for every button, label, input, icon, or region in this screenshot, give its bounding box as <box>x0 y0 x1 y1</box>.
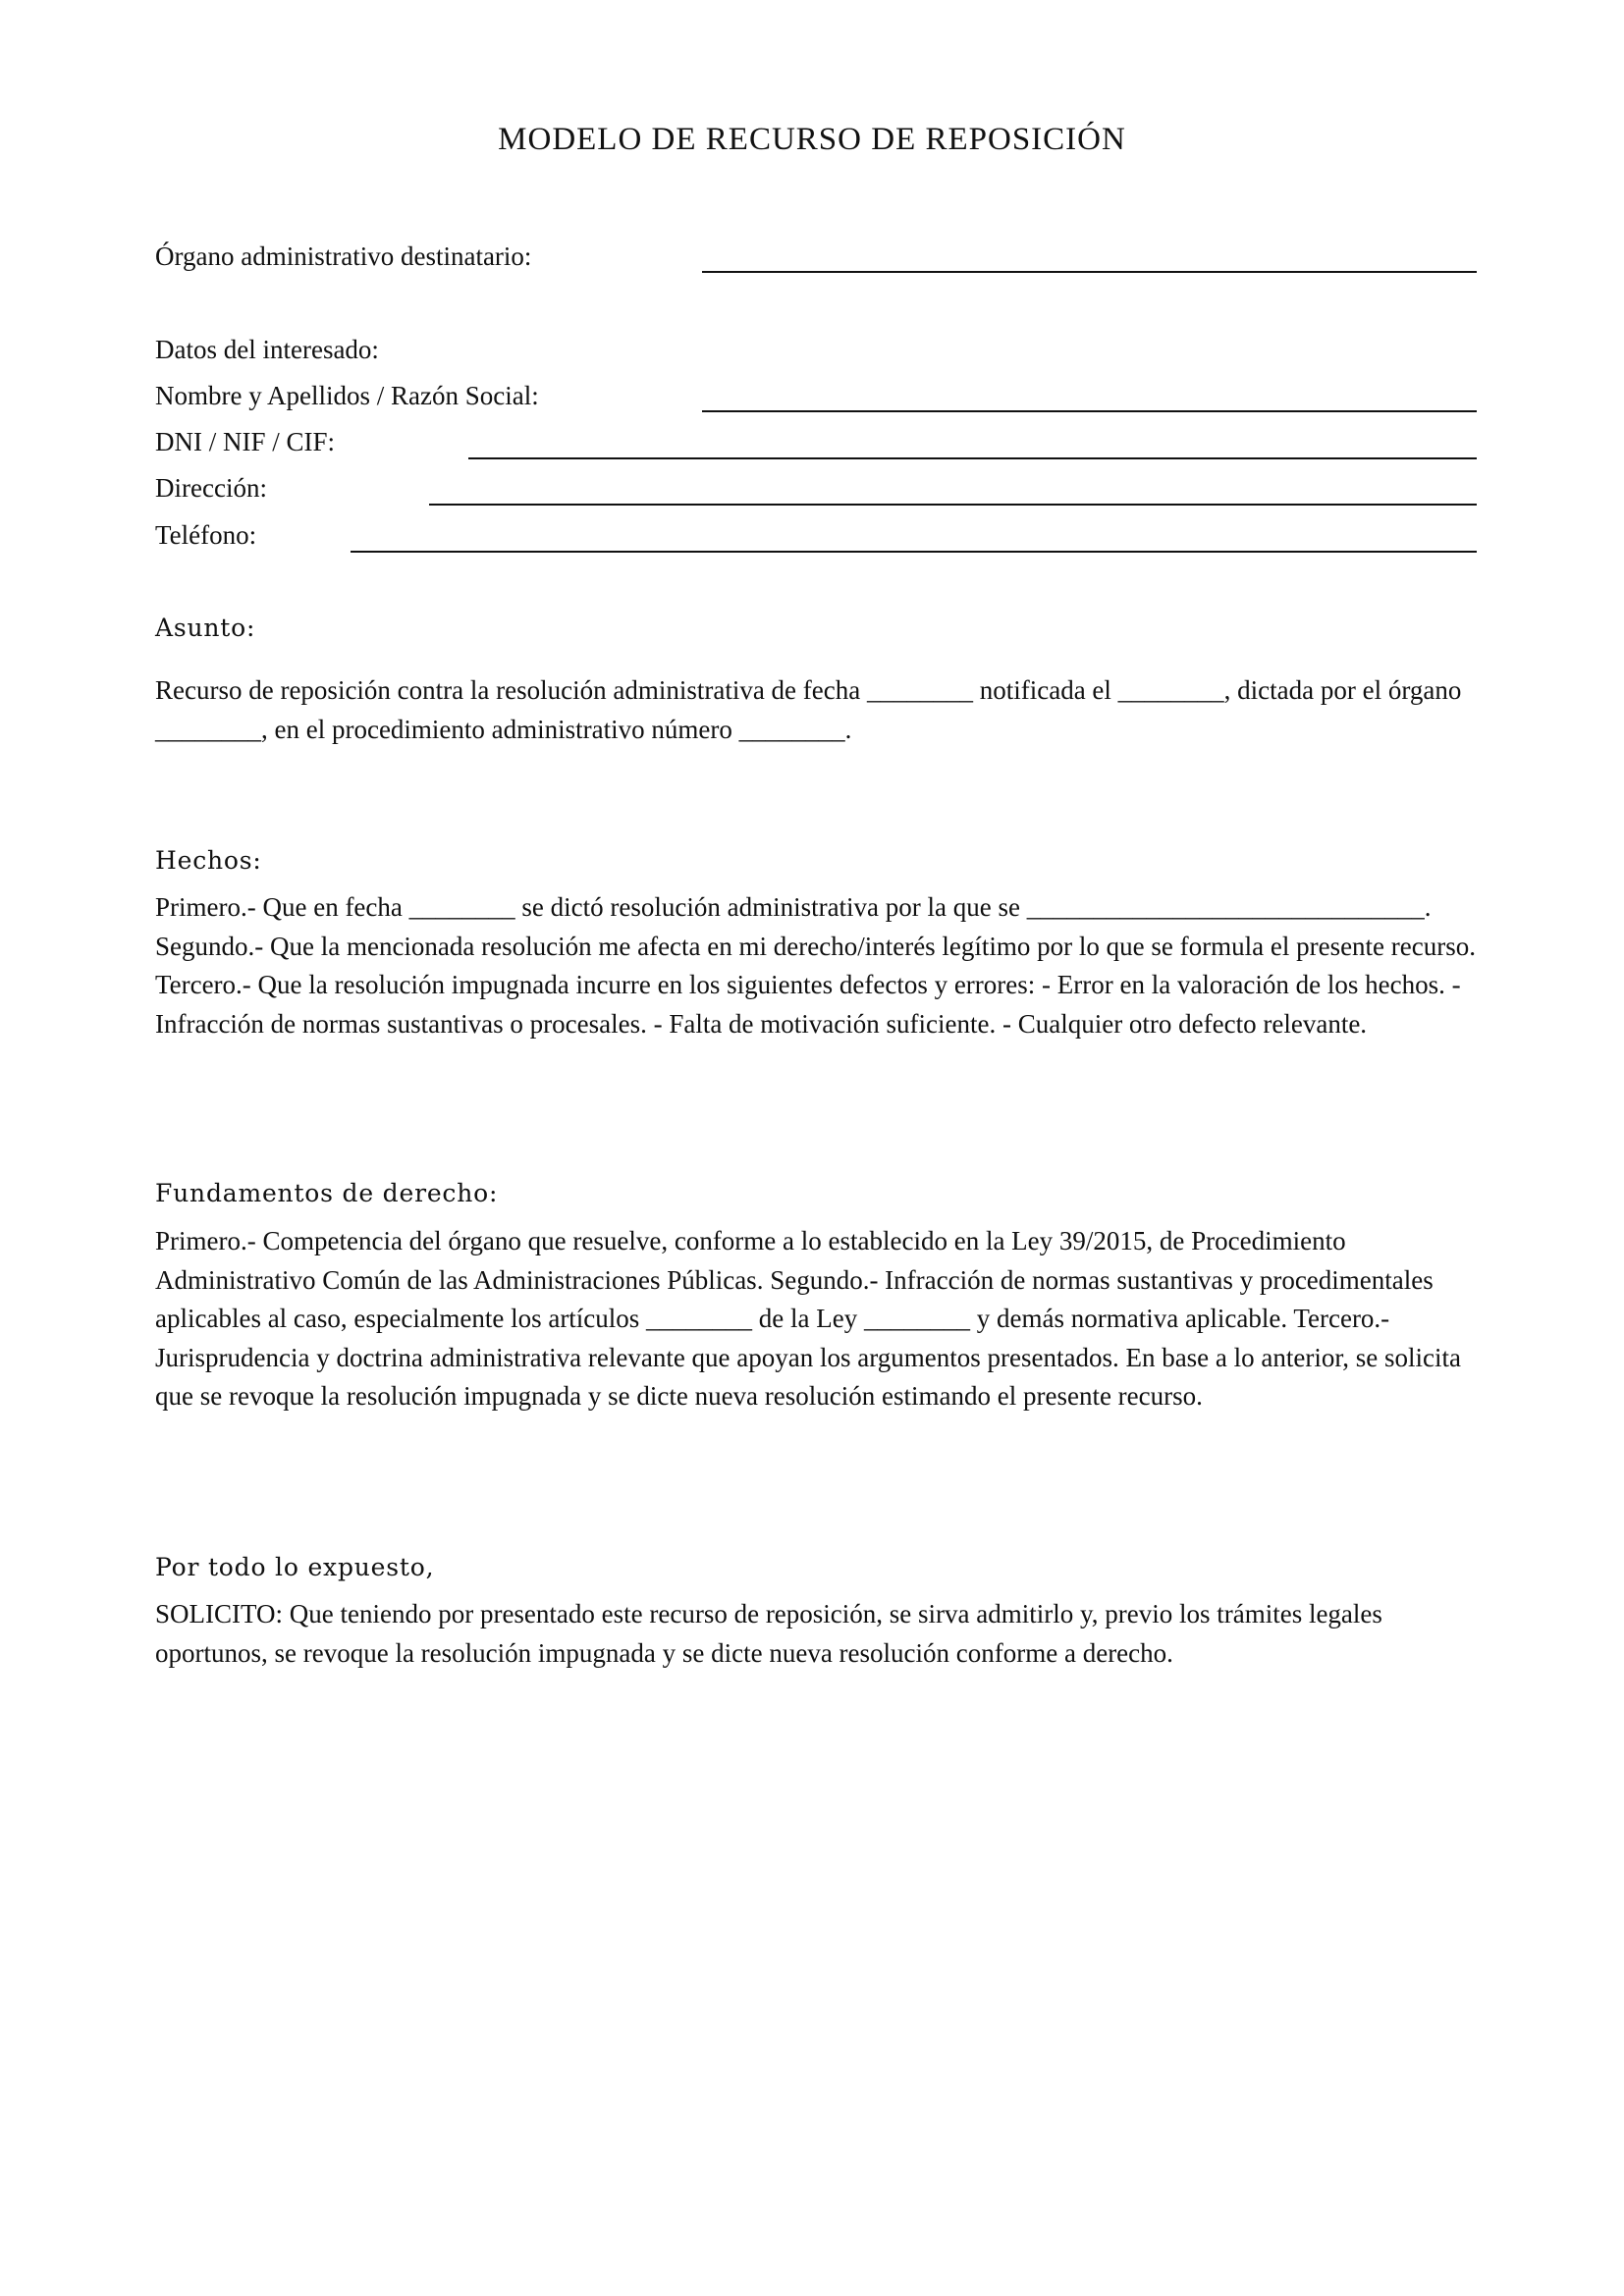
asunto-heading: Asunto: <box>155 614 256 642</box>
datos-interesado-label: Datos del interesado: <box>155 335 379 364</box>
solicito-heading: Por todo lo expuesto, <box>155 1553 435 1581</box>
telefono-label: Teléfono: <box>155 520 257 550</box>
nombre-blank-line[interactable] <box>702 410 1477 412</box>
nombre-label: Nombre y Apellidos / Razón Social: <box>155 381 539 410</box>
fundamentos-heading: Fundamentos de derecho: <box>155 1179 499 1207</box>
direccion-label: Dirección: <box>155 473 267 503</box>
solicito-text: SOLICITO: Que teniendo por presentado este recurso de reposición, se sirva admitirlo y, previo los trámites legales oportunos, se revoque la resolución impugnada y se dicte nueva resolución conforme a derecho. <box>155 1599 1382 1668</box>
telefono-blank-line[interactable] <box>351 551 1477 553</box>
direccion-blank-line[interactable] <box>429 504 1477 506</box>
dni-blank-line[interactable] <box>468 457 1477 459</box>
organo-blank-line[interactable] <box>702 271 1477 273</box>
hechos-heading: Hechos: <box>155 846 262 875</box>
asunto-text: Recurso de reposición contra la resolución administrativa de fecha ________ notificada el ________, dictada por el órgano ________, en el procedimiento administrativo número ________. <box>155 675 1462 744</box>
hechos-text: Primero.- Que en fecha ________ se dictó resolución administrativa por la que se ______________________________. Segundo.- Que la mencionada resolución me afecta en mi derecho/interés legítimo por lo que se formula el presente recurso. Tercero.- Que la resolución impugnada incurre en los siguientes defectos y errores: - Error en la valoración de los hechos. - Infracción de normas sustantivas o procesales. - Falta de motivación suficiente. - Cualquier otro defecto relevante. <box>155 892 1477 1039</box>
organo-label: Órgano administrativo destinatario: <box>155 241 532 271</box>
dni-label: DNI / NIF / CIF: <box>155 427 336 456</box>
document-title: MODELO DE RECURSO DE REPOSICIÓN <box>498 122 1126 157</box>
fundamentos-text: Primero.- Competencia del órgano que resuelve, conforme a lo establecido en la Ley 39/2015, de Procedimiento Administrativo Común de las Administraciones Públicas. Segundo.- Infracción de normas sustantivas y procedimentales aplicables al caso, especialmente los artículos ________ de la Ley ________ y demás normativa aplicable. Tercero.- Jurisprudencia y doctrina administrativa relevante que apoyan los argumentos presentados. En base a lo anterior, se solicita que se revoque la resolución impugnada y se dicte nueva resolución estimando el presente recurso. <box>155 1226 1462 1411</box>
